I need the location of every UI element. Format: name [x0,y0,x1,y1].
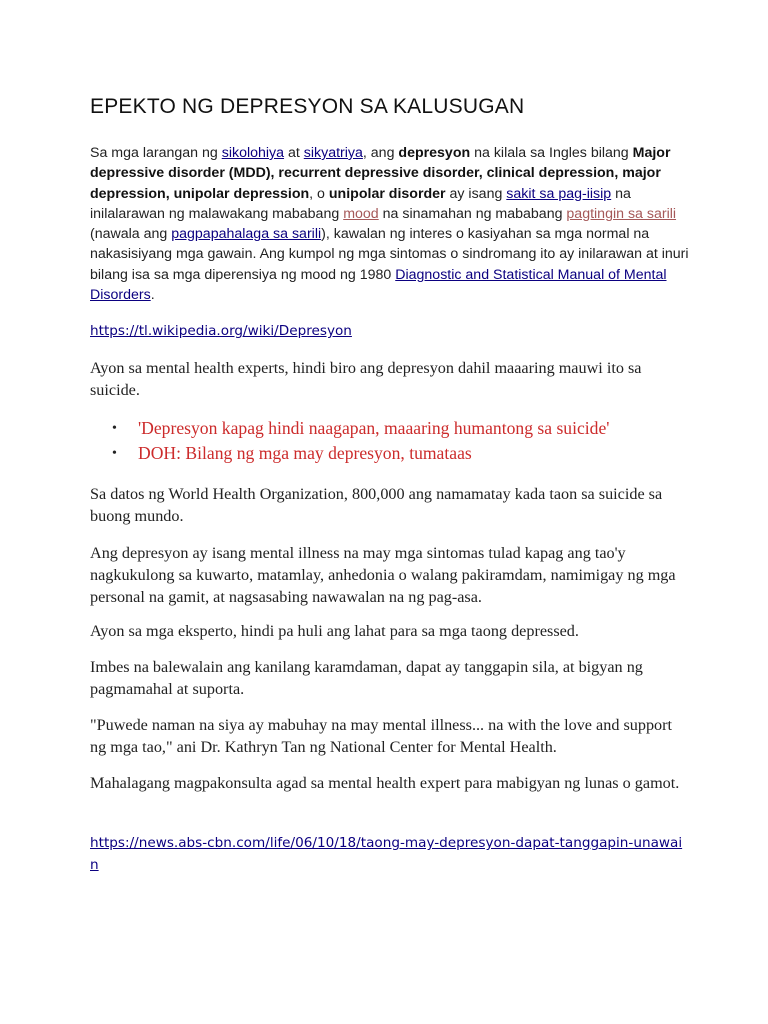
bold-terms: Major depressive disorder (MDD), recurrent depressive disorder, clinical depression, major depression, unipolar depression [90,145,671,202]
wikipedia-excerpt [90,143,690,305]
paragraph-eksperto: Ayon sa mga eksperto, hindi pa huli ang lahat para sa mga taong depressed. [90,622,579,640]
paragraph-illness: Ang depresyon ay isang mental illness na may mga sintomas tulad kapag ang tao'y nagkukulong sa kuwarto, matamlay, anhedonia o walang pakiramdam, namimigay ng mga personal na gamit, at nagsasabing nawawalan na ng pag-asa. [90,544,676,606]
abs-cbn-source-link[interactable]: https://news.abs-cbn.com/life/06/10/18/taong-may-depresyon-dapat-tanggapin-unawain [90,835,683,873]
list-item[interactable] [90,416,710,441]
link-pagtingin-sa-sarili[interactable]: pagtingin sa sarili [566,205,677,222]
paragraph-ayon: Ayon sa mental health experts, hindi biro ang depresyon dahil maaaring mauwi ito sa suicide. [90,359,642,399]
link-mood[interactable]: mood [343,205,379,222]
link-sikyatriya[interactable]: sikyatriya [303,145,363,161]
list-item[interactable] [90,441,710,466]
paragraph-imbes: Imbes na balewalain ang kanilang karamdaman, dapat ay tanggapin sila, at bigyan ng pagmamahal at suporta. [90,658,643,698]
page-title: EPEKTO NG DEPRESYON SA KALUSUGAN [90,95,525,118]
link-sikolohiya[interactable]: sikolohiya [221,145,285,161]
paragraph-quote: "Puwede naman na siya ay mabuhay na may mental illness... na with the love and support ng mga tao," ani Dr. Kathryn Tan ng National Center for Mental Health. [90,716,673,756]
headline-text[interactable]: DOH: Bilang ng mga may depresyon, tumataas [138,443,472,463]
paragraph-who: Sa datos ng World Health Organization, 800,000 ang namamatay kada taon sa suicide sa buong mundo. [90,485,663,525]
excerpt-text: , o [309,185,329,202]
paragraph-konsulta: Mahalagang magpakonsulta agad sa mental health expert para mabigyan ng lunas o gamot. [90,774,680,792]
excerpt-text: Sa mga larangan ng [90,145,222,161]
link-sakit-sa-pag-iisip[interactable]: sakit sa pag-iisip [506,185,612,202]
headline-text[interactable]: 'Depresyon kapag hindi naagapan, maaaring humantong sa suicide' [138,418,610,438]
excerpt-text: ), kawalan ng interes o kasiyahan sa mga normal na nakasisiyang mga gawain. Ang kumpol ng mga sintomas o sindromang ito ay inilarawan at inuri bilang isa sa mga diperensiya ng mood ng 1980 [90,226,689,283]
excerpt-text: na inilalarawan ng malawakang mababang [90,185,631,222]
excerpt-text: at [284,145,304,161]
excerpt-text: na kilala sa Ingles bilang [470,145,633,161]
bold-depresyon: depresyon [398,145,471,161]
link-dsm[interactable]: Diagnostic and Statistical Manual of Mental Disorders [90,266,667,304]
excerpt-text: , ang [362,145,399,161]
link-pagpapahalaga-sa-sarili[interactable]: pagpapahalaga sa sarili [171,226,322,243]
excerpt-text: na sinamahan ng mababang [378,205,567,222]
wikipedia-source-link[interactable]: https://tl.wikipedia.org/wiki/Depresyon [90,323,352,339]
excerpt-text: (nawala ang [90,226,172,243]
bold-unipolar: unipolar disorder [328,185,446,202]
bullet-dot: • [112,446,117,461]
excerpt-text: . [150,287,155,304]
excerpt-text: ay isang [445,185,507,202]
bullet-dot: • [112,421,117,436]
news-headline-list [90,416,710,466]
